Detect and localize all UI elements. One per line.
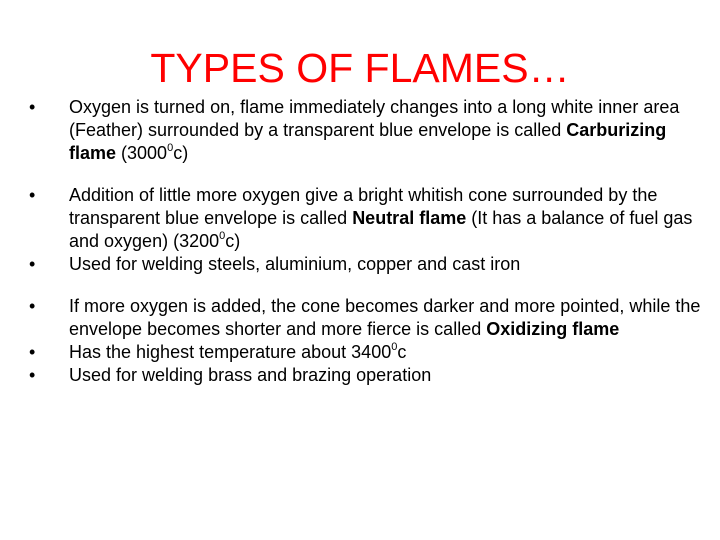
bullet-text: (3000	[116, 143, 168, 163]
bullet-text: c)	[225, 231, 241, 251]
term-carburizing-flame: Carburizing flame	[69, 120, 667, 163]
bullet-neutral-flame	[24, 184, 704, 253]
bullet-text: Has the highest temperature about 3400	[69, 342, 392, 362]
bullet-neutral-uses	[24, 253, 704, 276]
bullet-oxidizing-uses	[24, 364, 704, 387]
bullet-text: Oxygen is turned on, flame immediately changes into a long white inner area (Feather) surrounded by a transparent blue envelope is called	[69, 97, 680, 140]
bullet-carburizing-flame	[24, 96, 704, 165]
bullet-text: c)	[173, 143, 189, 163]
degree-superscript: 0	[391, 341, 398, 353]
bullet-text: If more oxygen is added, the cone becomes darker and more pointed, while the envelope becomes shorter and more fierce is called	[69, 296, 701, 339]
bullet-text: Used for welding steels, aluminium, copper and cast iron	[69, 254, 521, 274]
bullet-text: c	[397, 342, 407, 362]
bullet-text: Used for welding brass and brazing operation	[69, 365, 432, 385]
slide-title: TYPES OF FLAMES…	[150, 45, 570, 91]
term-neutral-flame: Neutral flame	[352, 208, 467, 228]
bullet-list	[24, 96, 704, 387]
degree-superscript: 0	[167, 142, 174, 154]
bullet-text: Addition of little more oxygen give a bright whitish cone surrounded by the transparent blue envelope is called	[69, 185, 658, 228]
bullet-oxidizing-temperature	[24, 341, 704, 364]
term-oxidizing-flame: Oxidizing flame	[486, 319, 620, 339]
degree-superscript: 0	[219, 230, 226, 242]
bullet-oxidizing-flame	[24, 295, 704, 341]
bullet-text: (It has a balance of fuel gas and oxygen) (3200	[69, 208, 693, 251]
